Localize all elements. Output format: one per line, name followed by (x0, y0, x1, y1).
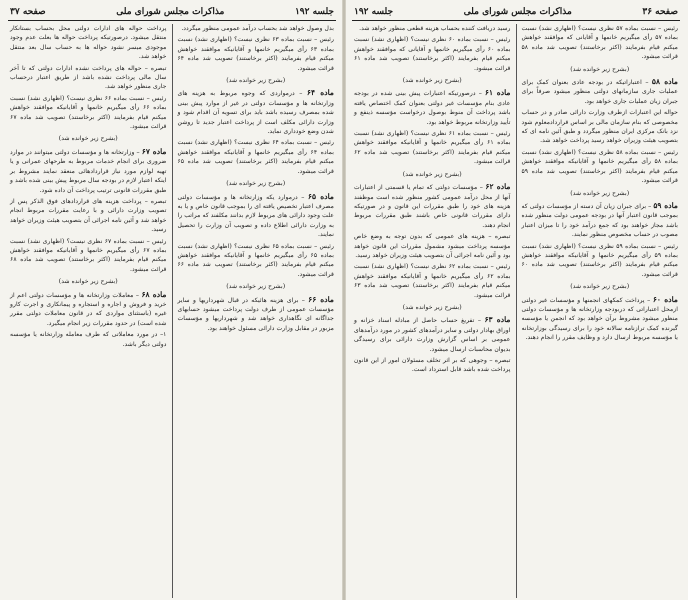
article-title: ماده ۶۲ (485, 182, 511, 192)
article-text: – وزارتخانه ها و مؤسسات دولتی میتوانند در موارد ضروری برای انجام خدمات مربوط به طرحهای عمرانی و یا تهیه لوازم مورد نیاز قراردادهائی منعقد نمایند مشروط بر اینکه اعتبار لازم در بودجه سال مربوط پیش بینی شده باشد و طبق مقررات قانونی ترتیب پرداخت آن داده شود. (10, 148, 167, 194)
body-paragraph: رئیس – نسبت بماده ۶۰ نظری نیست؟ (اظهاری نشد) نسبت بماده ۶۰ رأی میگیریم خانمها و آقایانی که موافقند خواهش میکنم قیام بفرمایند (اکثر برخاستند) تصویب شد ماده ۶۱ قرائت میشود. (354, 36, 511, 72)
body-paragraph: تبصره – حواله های پرداخت نشده ادارات دولتی که تا آخر سال مالی پرداخت نشده باشد از طریق اعتبار درحساب جاری منظور خواهد شد. (10, 64, 167, 91)
article-text: – اعتباراتیکه در بودجه عادی بعنوان کمک برای عملیات جاری سازمانهای دولتی منظور میشود صرفاً برای جبران زیان عملیات جاری خواهد بود. (521, 79, 678, 105)
article-text: – معاملات وزارتخانه ها و مؤسسات دولتی اعم از خرید و فروش و اجاره و استجاره و پیمانکاری و اجرت کارو غیره (باستثنای مواردی که در قانون معاملات دولتی مقرر شده است) در حدود مقررات زیر انجام میگیرد. (10, 291, 167, 327)
body-paragraph: رئیس – نسبت بماده ۶۱ نظری نیست؟ (اظهاری نشد) نسبت بماده ۶۱ رأی میگیریم خانمها و آقایانیکه موافقند خواهش میکنم قیام بفرمایند (اکثر برخاستند) تصویب شد ماده ۶۲ قرائت میشود. (354, 130, 511, 166)
article-title: ماده ۶۵ (307, 191, 334, 201)
body-paragraph: رئیس – نسبت بماده ۶۳ نظری نیست؟ (اظهاری نشد) نسبت بماده ۶۳ رأی میگیریم خانمها و آقایانیکه موافقند خواهش میکنم قیام بفرمایند (اکثر برخاستند) تصویب شد ماده ۶۴ قرائت میشود. (177, 36, 334, 72)
right-page-session: جلسه ۱۹۲ (354, 6, 394, 17)
reading-note: (بشرح زیر خوانده شد) (226, 180, 286, 188)
body-paragraph: تبصره – پرداخت هزینه های قراردادهای فوق الذکر پس از تصویب وزارت دارائی و با رعایت مقررات مربوط انجام خواهد شد و آئین نامه اجرائی آن بتصویب هیئت وزیران خواهد رسید. (10, 197, 167, 234)
right-page (344, 0, 688, 600)
column-divider (516, 24, 517, 598)
article-text: – برای هزینه هائیکه در قبال شهرداریها و سایر مؤسسات عمومی از طرف دولت پرداخت میشود حسابهای جداگانه ای نگاهداری خواهد شد و شهرداریها و مؤسسات مزبور در مقابل وزارت دارائی مسئول خواهند بود. (177, 296, 334, 332)
body-paragraph: رئیس – نسبت بماده ۶۲ نظری نیست؟ (اظهاری نشد) نسبت بماده ۶۲ رأی میگیریم خانمها و آقایانیکه موافقند خواهش میکنم قیام بفرمایند (اکثر برخاستند) تصویب شد ماده ۶۳ قرائت میشود. (354, 263, 511, 299)
left-page-header (8, 4, 336, 21)
body-paragraph: رئیس – نسبت بماده ۶۶ نظری نیست؟ (اظهاری نشد) نسبت بماده ۶۶ رأی میگیریم خانمها و آقایانیکه موافقند خواهش میکنم قیام بفرمایند (اکثر برخاستند) تصویب شد ماده ۶۷ قرائت میشود. (10, 94, 167, 131)
reading-note: (بشرح زیر خوانده شد) (570, 283, 630, 291)
article-paragraph (177, 295, 334, 334)
reading-note: (بشرح زیر خوانده شد) (58, 278, 118, 286)
reading-note: (بشرح زیر خوانده شد) (402, 303, 462, 311)
reading-note: (بشرح زیر خوانده شد) (402, 77, 462, 85)
reading-note: (بشرح زیر خوانده شد) (570, 65, 630, 73)
column-divider (172, 24, 173, 598)
body-paragraph: رئیس – نسبت بماده ۵۷ نظری نیست؟ (اظهاری نشد) نسبت بماده ۵۷ رأی میگیریم خانمها و آقایانی که موافقند خواهش میکنم قیام بفرمایند (اکثر برخاستند) تصویب شد ماده ۵۸ قرائت میشود. (521, 25, 678, 61)
right-page-column-outer (519, 24, 680, 598)
article-title: ماده ۶۶ (308, 294, 334, 304)
right-page-header (352, 4, 680, 21)
article-text: – برای جبران زیان آن دسته از مؤسسات دولتی که بموجب قانون اعتبار آنها در بودجه عمومی دولت منظور شده باشد مجاز خواهند بود که جمع درآمد خود را تا میزان اعتبار مصوب در حساب مخصوص منظور نمایند. (521, 202, 678, 239)
right-page-column-inner (352, 24, 513, 598)
article-paragraph (521, 295, 678, 343)
body-paragraph: بدل وصول خواهد شد بحساب درآمد عمومی منظور میگردد. (181, 25, 334, 32)
body-paragraph: رئیس – نسبت بماده ۶۷ نظری نیست؟ (اظهاری نشد) نسبت بماده ۶۷ رأی میگیریم خانمها و آقایانیکه موافقند خواهش میکنم قیام بفرمایند (اکثر برخاستند) تصویب شد ماده ۶۸ قرائت میشود. (10, 237, 167, 273)
article-text: – درموارد یکه وزارتخانه ها و مؤسسات دولتی مصرف اعتبار تخصیص یافته ای را بموجب قانون خاص و یا به علت وجود دارائی های مربوط لازم بدانند مکلفند که مراتب را به وزارت دارائی اطلاع داده و تصویب آن وزارت را تحصیل نمایند. (177, 193, 334, 239)
body-paragraph: تبصره – هزینه های عمومی که بدون توجه به وضع خاص مؤسسه پرداخت میشود مشمول مقررات این قانون خواهد بود و آئین نامه اجرائی آن بتصویب هیئت وزیران خواهد رسید. (354, 233, 511, 259)
article-paragraph (521, 77, 678, 106)
reading-note: (بشرح زیر خوانده شد) (58, 135, 118, 143)
article-text: – تفریغ حساب حاصل از مبادله اسناد خزانه و اوراق بهادار دولتی و سایر درآمدهای کشور در مورد درآمدهای عمومی بر اساس گزارش وزارت دارائی برای رسیدگی بدیوان محاسبات ارسال میشود. (354, 317, 511, 353)
reading-note: (بشرح زیر خوانده شد) (402, 170, 462, 178)
left-page-column-inner (175, 24, 336, 598)
article-title: ماده ۶۷ (141, 146, 167, 156)
article-paragraph (177, 88, 334, 136)
right-page-columns (352, 24, 680, 598)
left-page-columns (8, 24, 336, 598)
page-gutter (342, 0, 346, 600)
article-title: ماده ۶۸ (141, 289, 167, 299)
reading-note: (بشرح زیر خوانده شد) (226, 283, 286, 291)
article-title: ماده ۵۹ (653, 200, 678, 210)
article-text: – پرداخت کمکهای انجمنها و مؤسسات غیر دولتی ازمحل اعتباراتی که دربودجه وزارتخانه ها و مؤسسات دولتی منظور میشود مشروط برآن خواهد بود که انجمن یا مؤسسه گیرنده کمک ترازنامه سالانه خود را برای رسیدگی بوزارتخانه یا مؤسسه مربوط ارسال دارد و وظایف مقرر را انجام دهند. (521, 296, 678, 342)
article-title: ماده ۶۳ (484, 315, 511, 325)
body-paragraph: ۱– در مورد معاملاتی که طرف معامله وزارتخانه یا مؤسسه دولتی دیگر باشد. (10, 331, 167, 348)
right-page-number: صفحه ۳۶ (642, 6, 678, 17)
article-title: ماده ۶۰ (652, 294, 678, 304)
left-page-number: صفحه ۳۷ (10, 6, 46, 17)
article-text: – درصورتیکه اعتبارات پیش بینی شده در بودجه عادی بنام مؤسسات غیر دولتی بعنوان کمک اختصاص یافته باشد پرداخت آن منوط بوصول درخواست مؤسسه ذینفع و تأیید وزارتخانه مربوط خواهد بود. (354, 90, 511, 126)
body-paragraph: رئیس – نسبت بماده ۶۴ نظری نیست؟ (اظهاری نشد) نسبت بماده ۶۴ رأی میگیریم خانمها و آقایانیکه موافقند خواهش میکنم قیام بفرمایند (اکثر برخاستند) تصویب شد ماده ۶۵ قرائت میشود. (177, 139, 334, 175)
right-page-title: مذاکرات مجلس شورای ملی (463, 6, 572, 17)
article-paragraph (354, 182, 511, 230)
article-paragraph (10, 147, 167, 195)
left-page-column-outer (8, 24, 169, 598)
body-paragraph: رئیس – نسبت بماده ۶۵ نظری نیست؟ (اظهاری نشد) نسبت بماده ۶۵ رأی میگیریم خانمها و آقایانیکه موافقند خواهش میکنم قیام بفرمایند (اکثر برخاستند) تصویب شد ماده ۶۶ قرائت میشود. (177, 242, 334, 278)
left-page-session: جلسه ۱۹۲ (294, 6, 334, 17)
article-text: – درمواردی که وجوه مربوط به هزینه های وزارتخانه ها و مؤسسات دولتی در غیر از موارد پیش بینی شده بمصرف رسیده باشد باید برای تسویه آن اقدام شود و وزارت دارائی مکلف است از پرداخت اعتبار جدید تا روشن شدن وضع خودداری نماید. (177, 90, 334, 136)
article-paragraph (177, 192, 334, 240)
left-page-title: مذاکرات مجلس شورای ملی (116, 6, 225, 17)
article-paragraph (10, 290, 167, 329)
article-title: ماده ۶۴ (306, 88, 334, 98)
article-paragraph (354, 88, 511, 127)
body-paragraph: پرداخت حواله های ادارات دولتی محل بحساب بستانکار منتقل میشود. درصورتیکه پرداخت حواله ها بعلت عدم وجود موجودی میسر نشود حواله ها به حساب سال بعد منتقل خواهد شد. (10, 25, 167, 61)
reading-note: (بشرح زیر خوانده شد) (570, 189, 630, 197)
reading-note: (بشرح زیر خوانده شد) (226, 77, 286, 85)
body-paragraph: رسید دریافت کننده بحساب هزینه قطعی منظور خواهد شد. (359, 25, 511, 32)
body-paragraph: حواله این اعتبارات ازطرف وزارت دارائی صادر و در حساب مخصوصی که بنام سازمان مالی بر اساس قراردادمعلوم شود نزد بانک مرکزی ایران منظور میگردد و طبق آئین نامه ای که بتصویب هیئت وزیران خواهد رسید پرداخت خواهد شد. (521, 109, 678, 145)
article-paragraph (521, 201, 678, 240)
article-text: – مؤسسات دولتی که تمام یا قسمتی از اعتبارات آنها از محل درآمد عمومی کشور منظور شده است موظفند هزینه های خود را طبق مقررات این قانون و در صورتیکه دارای مقررات قانونی خاص باشند طبق مقررات مربوط انجام دهند. (354, 184, 511, 229)
body-paragraph: رئیس – نسبت بماده ۵۹ نظری نیست؟ (اظهاری نشد) نسبت بماده ۵۹ رأی میگیریم خانمها و آقایانیکه موافقند خواهش میکنم قیام بفرمایند (اکثر برخاستند) تصویب شد ماده ۶۰ قرائت میشود. (521, 242, 678, 278)
article-title: ماده ۵۸ (651, 77, 678, 87)
article-title: ماده ۶۱ (484, 88, 511, 98)
body-paragraph: تبصره – وجوهی که بر اثر تخلف مسئولان امور از این قانون پرداخت شده باشد قابل استرداد است. (354, 357, 511, 374)
article-paragraph (354, 315, 511, 354)
body-paragraph: رئیس – نسبت بماده ۵۸ نظری نیست؟ (اظهاری نشد) نسبت بماده ۵۸ رأی میگیریم خانمها و آقایانیکه موافقند خواهش میکنم قیام بفرمایند (اکثر برخاستند) تصویب شد ماده ۵۹ قرائت میشود. (521, 148, 678, 185)
